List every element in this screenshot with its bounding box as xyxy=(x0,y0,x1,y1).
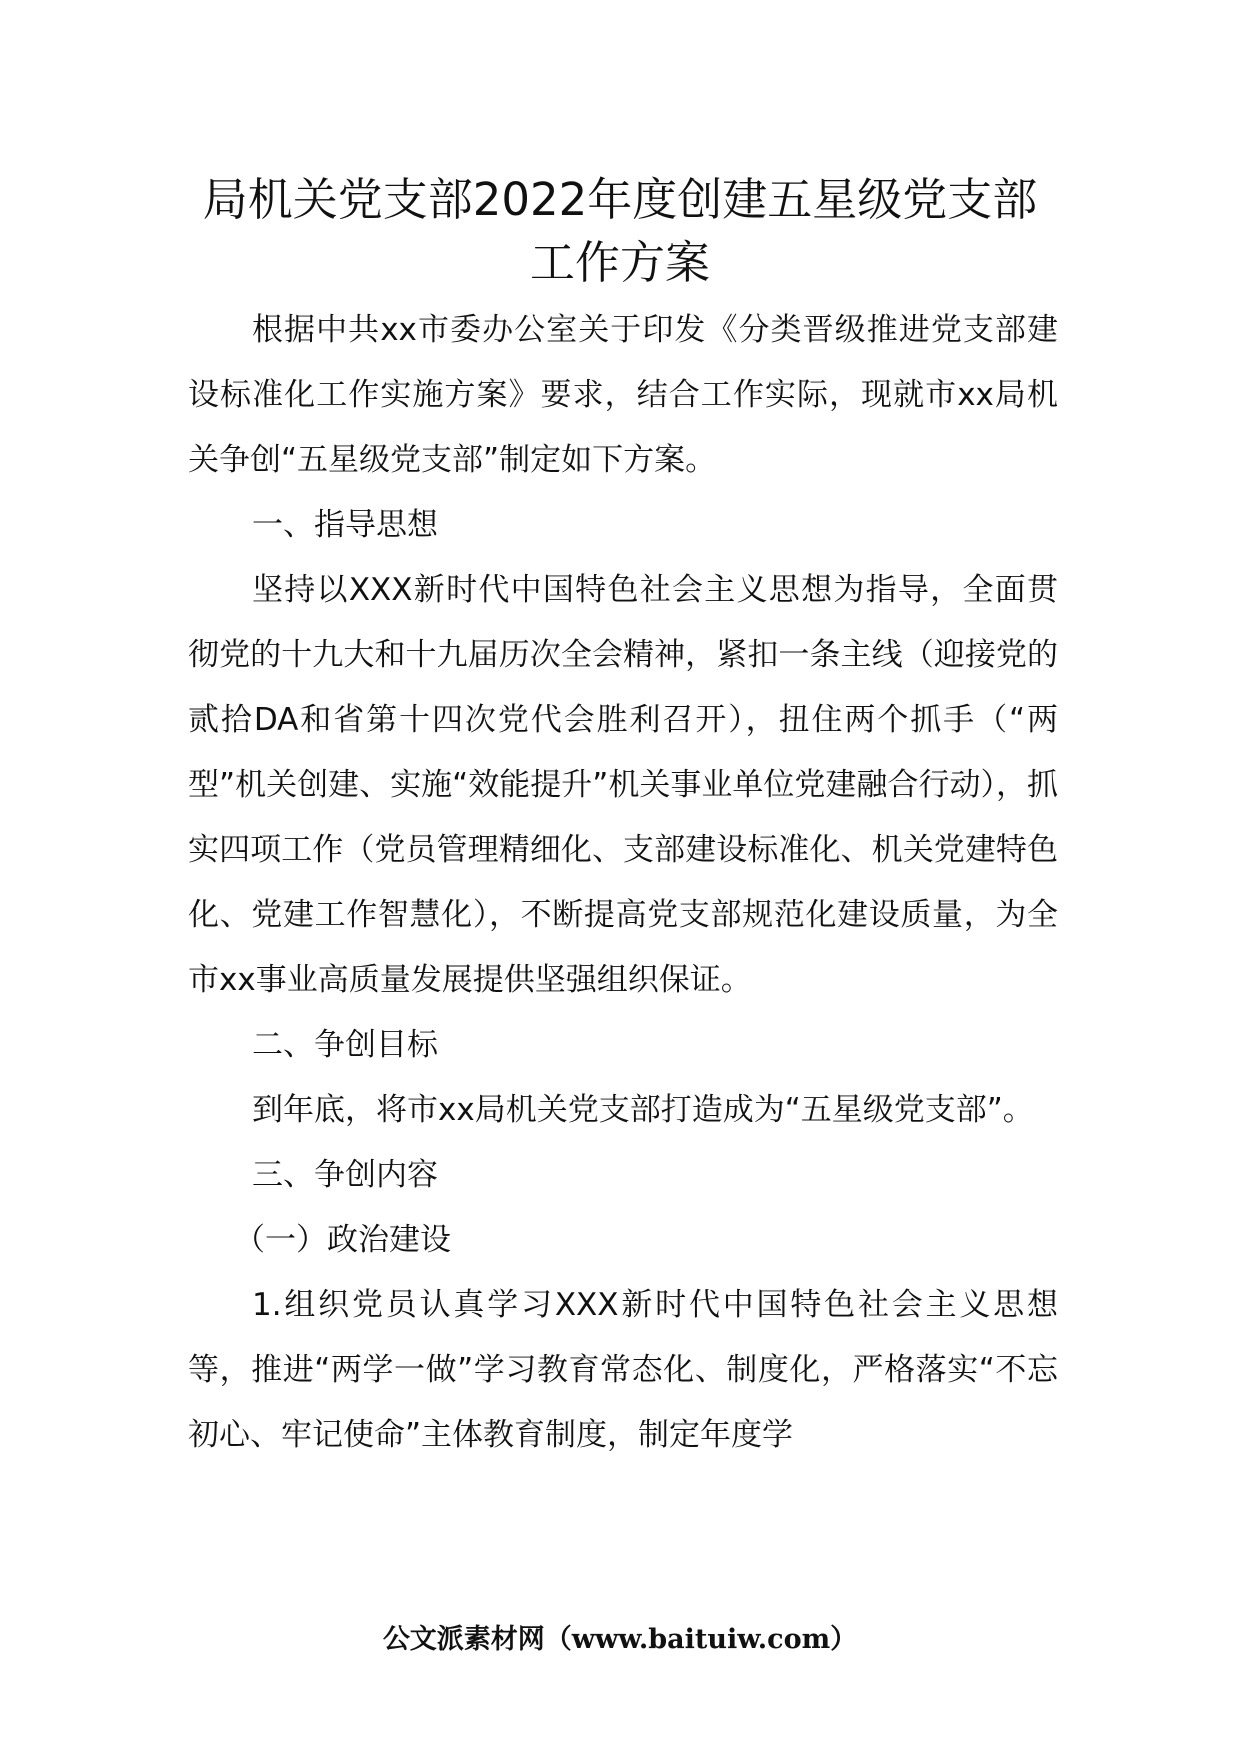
section-heading-guiding-thought: 一、指导思想 xyxy=(252,507,438,543)
document-title-line-2: 工作方案 xyxy=(529,236,710,289)
document-body xyxy=(188,298,1058,1468)
guiding-thought-paragraph: 坚持以XXX新时代中国特色社会主义思想为指导，全面贯彻党的十九大和十九届历次全会精神，紧扣一条主线（迎接党的贰拾DA和省第十四次党代会胜利召开），扭住两个抓手（“两型”机关创建、实施“效能提升”机关事业单位党建融合行动），抓实四项工作（党员管理精细化、支部建设标准化、机关党建特色化、党建工作智慧化），不断提高党支部规范化建设质量，为全市xx事业高质量发展提供坚强组织保证。 xyxy=(188,572,1058,998)
goal-paragraph: 到年底，将市xx局机关党支部打造成为“五星级党支部”。 xyxy=(252,1092,1034,1128)
item-1-paragraph: 1.组织党员认真学习XXX新时代中国特色社会主义思想等，推进“两学一做”学习教育常态化、制度化，严格落实“不忘初心、牢记使命”主体教育制度，制定年度学 xyxy=(188,1287,1058,1453)
section-heading-content: 三、争创内容 xyxy=(252,1157,438,1193)
document-title-line-1: 局机关党支部2022年度创建五星级党支部 xyxy=(202,173,1038,226)
section-heading-goal: 二、争创目标 xyxy=(252,1027,438,1063)
subsection-heading-political: （一）政治建设 xyxy=(234,1222,451,1258)
intro-paragraph: 根据中共xx市委办公室关于印发《分类晋级推进党支部建设标准化工作实施方案》要求，结合工作实际，现就市xx局机关争创“五星级党支部”制定如下方案。 xyxy=(188,312,1058,478)
footer-source-watermark: 公文派素材网（www.baituiw.com） xyxy=(382,1624,858,1655)
